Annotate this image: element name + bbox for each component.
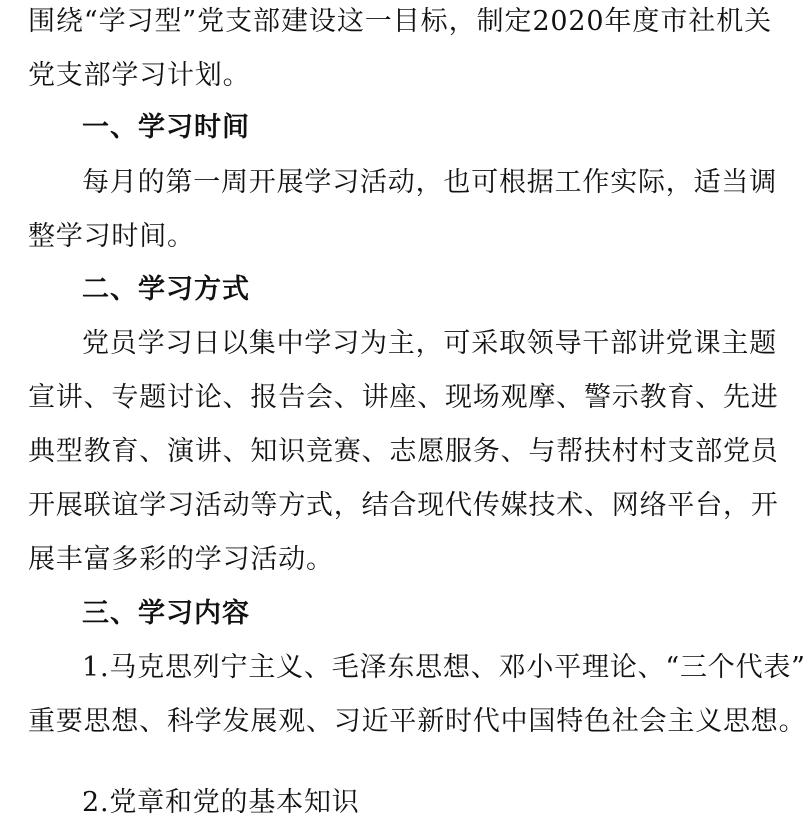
intro-line-2: 党支部学习计划。 [28,60,251,91]
study-time-line-1: 每月的第一周开展学习活动，也可根据工作实际，适当调 [82,167,777,198]
study-method-line-2: 宣讲、专题讨论、报告会、讲座、现场观摩、警示教育、先进 [28,382,779,413]
study-method-line-5: 展丰富多彩的学习活动。 [28,544,334,575]
study-content-item-1-line-2: 重要思想、科学发展观、习近平新时代中国特色社会主义思想。 [28,706,806,737]
section-heading-study-content: 三、学习内容 [82,598,250,629]
study-content-item-1-line-1: 1.马克思列宁主义、毛泽东思想、邓小平理论、“三个代表” [82,652,806,683]
section-heading-study-method: 二、学习方式 [82,274,250,305]
study-time-line-2: 整学习时间。 [28,221,195,252]
study-method-line-1: 党员学习日以集中学习为主，可采取领导干部讲党课主题 [82,328,777,359]
intro-line-1: 围绕“学习型”党支部建设这一目标，制定2020年度市社机关 [28,6,772,37]
section-heading-study-time: 一、学习时间 [82,112,250,143]
study-method-line-3: 典型教育、演讲、知识竞赛、志愿服务、与帮扶村村支部党员 [28,436,779,467]
study-method-line-4: 开展联谊学习活动等方式，结合现代传媒技术、网络平台，开 [28,490,779,521]
study-content-item-2-line-1: 2.党章和党的基本知识 [82,787,360,818]
